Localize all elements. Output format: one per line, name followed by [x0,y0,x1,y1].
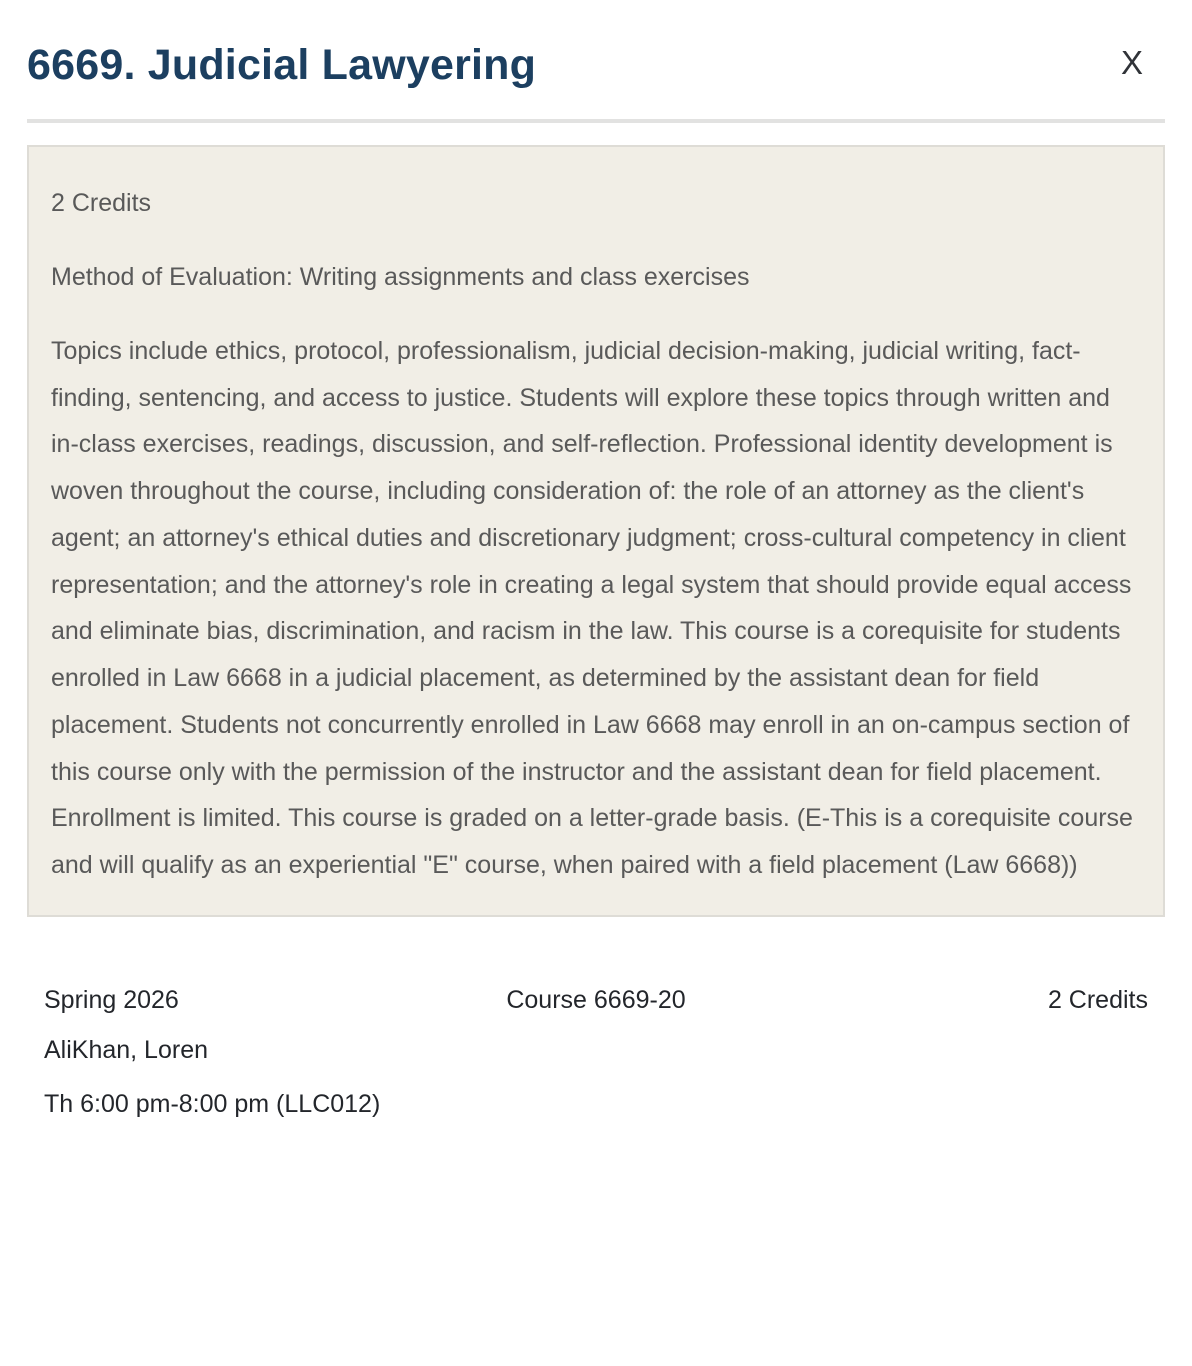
evaluation-method-text: Method of Evaluation: Writing assignments and class exercises [51,263,750,292]
header-divider [27,119,1165,123]
meeting-time-text: Th 6:00 pm-8:00 pm (LLC012) [44,1089,381,1118]
course-title: 6669. Judicial Lawyering [27,41,537,89]
instructor-text: AliKhan, Loren [44,1035,209,1064]
term-text: Spring 2026 [44,985,179,1014]
close-button[interactable]: X [1120,44,1143,81]
course-description-text: Topics include ethics, protocol, professionalism, judicial decision-making, judicial writing, fact-finding, sentencing, and access to justice. Students will explore these topics through written and in-class exercises, readings, discussion, and self-reflection. Professional identity development is woven throughout the course, including consideration of: the role of an attorney as the client's agent; an attorney's ethical duties and discretionary judgment; cross-cultural competency in client representation; and the attorney's role in creating a legal system that should provide equal access and eliminate bias, discrimination, and racism in the law. This course is a corequisite for students enrolled in Law 6668 in a judicial placement, as determined by the assistant dean for field placement. Students not concurrently enrolled in Law 6668 may enroll in an on-campus section of this course only with the permission of the instructor and the assistant dean for field placement. Enrollment is limited. This course is graded on a letter-grade basis. (E-This is a corequisite course and will qualify as an experiential "E" course, when paired with a field placement (Law 6668)) [51,336,1133,880]
modal-header [27,0,1165,89]
course-description-panel [27,145,1165,917]
schedule-summary-row [44,975,1148,1025]
course-number-text: Course 6669-20 [506,985,686,1014]
schedule-section [27,975,1165,1129]
credits-text: 2 Credits [51,189,152,218]
schedule-credits-text: 2 Credits [1047,985,1148,1014]
